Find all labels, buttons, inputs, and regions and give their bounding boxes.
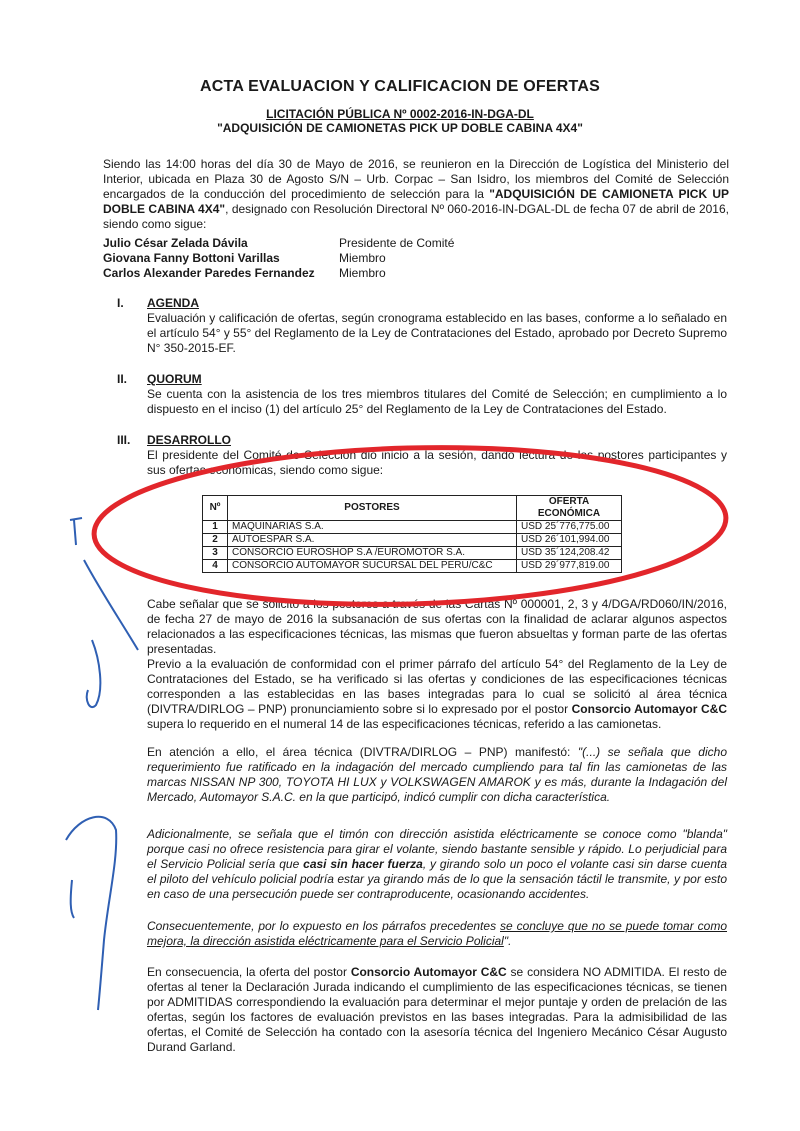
section-number: I. — [117, 296, 124, 310]
intro-subject-bold: "ADQUISICIÓN DE CAMIONETA PICK UP DOBLE CABINA 4X4" — [103, 187, 729, 216]
final-postor-bold: Consorcio Automayor C&C — [350, 965, 507, 979]
previo-text-2: supera lo requerido en el numeral 14 de las especificaciones técnicas, referido a las camionetas. — [147, 717, 662, 731]
previo-text-1: Previo a la evaluación de conformidad con el primer párrafo del artículo 54° del Reglamento de la Ley de Contrataciones del Estado, se ha verificado si las ofertas y condiciones de las especificaciones técnicas corresponden a las establecidas en las bases integradas para lo cual se solicitó al área técnica (DIVTRA/DIRLOG – PNP) pronunciamiento sobre si lo expresado por el postor — [147, 657, 727, 716]
paragraph-atencion — [147, 745, 727, 805]
section-body-quorum: Se cuenta con la asistencia de los tres miembros titulares del Comité de Selección; en cumplimiento a lo dispuesto en el inciso (1) del artículo 25° del Reglamento de la Ley de Contrataciones del Estado. — [147, 387, 727, 416]
final-text-2: se considera NO ADMITIDA. El resto de ofertas al tener la Declaración Jurada indicando el cumplimiento de las especificaciones técnicas, se tienen por ADMITIDAS correspondiendo la evaluación para determinar el mejor puntaje y orden de prelación de las ofertas, según los factores de evaluación previstos en las bases integradas. Para la admisibilidad de las ofertas, el Comité de Selección ha contado con la asesoría técnica del Ingeniero Mecánico César Augusto Durand Garland. — [147, 965, 727, 1054]
blue-pen-stroke — [84, 560, 138, 707]
licitacion-number: LICITACIÓN PÚBLICA Nº 0002-2016-IN-DGA-DL — [266, 107, 534, 121]
table-header-row — [203, 496, 622, 521]
col-number: Nº — [203, 496, 228, 521]
row-postor: CONSORCIO AUTOMAYOR SUCURSAL DEL PERU/C&C — [228, 560, 517, 573]
previo-postor-bold: Consorcio Automayor C&C — [571, 702, 727, 716]
member-role: Miembro — [339, 266, 386, 280]
bids-table — [202, 495, 622, 573]
row-postor: CONSORCIO EUROSHOP S.A /EUROMOTOR S.A. — [228, 547, 517, 560]
section-number: III. — [117, 433, 131, 447]
paragraph-consecuentemente — [147, 919, 727, 949]
member-row — [103, 251, 603, 266]
table-row — [203, 560, 622, 573]
atencion-quote: "(...) se señala que dicho requerimiento fue ratificado en la indagación del mercado cumpliendo para tal fin las camionetas de las marcas NISSAN NP 300, TOYOTA HI LUX y VOLKSWAGEN AMAROK y es más, durante la Indagación del Mercado, Automayor S.A.C. en la que participó, indicó cumplir con dicha característica. — [147, 745, 727, 804]
section-heading-quorum: QUORUM — [147, 372, 202, 386]
intro-text-1: Siendo las 14:00 horas del día 30 de Mayo de 2016, se reunieron en la Dirección de Logística del Ministerio del Interior, ubicada en Plaza 30 de Agosto S/N – Urb. Corpac – San Isidro, los miembros del Comité de Selección encargados de la conducción del procedimiento de selección para la — [103, 157, 729, 201]
procurement-subject: "ADQUISICIÓN DE CAMIONETAS PICK UP DOBLE CABINA 4X4" — [217, 121, 583, 135]
member-name: Carlos Alexander Paredes Fernandez — [103, 266, 315, 280]
blue-pen-stroke — [66, 817, 116, 1010]
paragraph-previo — [147, 657, 727, 732]
section-number: II. — [117, 372, 128, 386]
table-row — [203, 534, 622, 547]
intro-text-2: , designado con Resolución Directoral Nº 060-2016-IN-DGAL-DL de fecha 07 de abril de 2016, siendo como sigue: — [103, 202, 729, 231]
conse-text-1: Consecuentemente, por lo expuesto en los párrafos precedentes — [147, 919, 501, 933]
row-number: 4 — [203, 560, 228, 573]
committee-members — [103, 236, 603, 281]
row-postor: AUTOESPAR S.A. — [228, 534, 517, 547]
blue-pen-stroke — [70, 518, 82, 545]
paragraph-cabe: Cabe señalar que se solicitó a los postores a través de las Cartas Nº 000001, 2, 3 y 4/DGA/RD060/IN/2016, de fecha 27 de mayo de 2016 la subsanación de sus ofertas con la finalidad de aclarar algunos aspectos relacionados a las especificaciones técnicas, las mismas que fueron absueltas y forman parte de las ofertas presentadas. — [147, 597, 727, 656]
final-text-1: En consecuencia, la oferta del postor — [147, 965, 351, 979]
adic-bold: casi sin hacer fuerza — [303, 857, 423, 871]
table-row — [203, 521, 622, 534]
section-heading-desarrollo: DESARROLLO — [147, 433, 231, 447]
row-oferta: USD 35´124,208.42 — [517, 547, 622, 560]
row-number: 3 — [203, 547, 228, 560]
member-name: Giovana Fanny Bottoni Varillas — [103, 251, 280, 265]
intro-paragraph — [103, 157, 729, 232]
member-row — [103, 236, 603, 251]
row-number: 1 — [203, 521, 228, 534]
adic-text-2: , y girando solo un poco el volante casi sin darse cuenta el piloto del vehículo policial podría estar ya girando más de lo que la sensación táctil le transmite, y por esto en caso de una persecución puede ser contraproducente, ocasionando accidentes. — [147, 857, 728, 901]
row-number: 2 — [203, 534, 228, 547]
atencion-text: En atención a ello, el área técnica (DIVTRA/DIRLOG – PNP) manifestó: — [147, 745, 578, 759]
col-postores: POSTORES — [228, 496, 517, 521]
section-body-agenda: Evaluación y calificación de ofertas, según cronograma establecido en las bases, conforme a lo señalado en el artículo 54° y 55° del Reglamento de la Ley de Contrataciones del Estado, aprobado por Decreto Supremo N° 350-2015-EF. — [147, 311, 727, 355]
conse-underlined: se concluye que no se puede tomar como mejora, la dirección asistida eléctricamente para el Servicio Policial — [147, 919, 728, 948]
col-oferta: OFERTA ECONÓMICA — [517, 496, 622, 521]
member-row — [103, 266, 603, 281]
section-body-desarrollo: El presidente del Comité de Selección dió inicio a la sesión, dando lectura de los postores participantes y sus ofertas económicas, siendo como sigue: — [147, 448, 727, 477]
row-postor: MAQUINARIAS S.A. — [228, 521, 517, 534]
paragraph-adicionalmente — [147, 827, 727, 902]
conse-text-2: ". — [503, 934, 512, 948]
paragraph-final — [147, 965, 727, 1055]
row-oferta: USD 26´101,994.00 — [517, 534, 622, 547]
table-row — [203, 547, 622, 560]
adic-text-1: Adicionalmente, se señala que el timón con dirección asistida eléctricamente se conoce como "blanda" porque casi no ofrece resistencia para girar el volante, siendo bastante sensible y rápido. Lo perjudicial para el Servicio Policial sería que — [147, 827, 727, 871]
document-title: ACTA EVALUACION Y CALIFICACION DE OFERTAS — [200, 78, 600, 95]
row-oferta: USD 25´776,775.00 — [517, 521, 622, 534]
row-oferta: USD 29´977,819.00 — [517, 560, 622, 573]
member-role: Presidente de Comité — [339, 236, 455, 250]
member-name: Julio César Zelada Dávila — [103, 236, 248, 250]
section-heading-agenda: AGENDA — [147, 296, 200, 310]
member-role: Miembro — [339, 251, 386, 265]
